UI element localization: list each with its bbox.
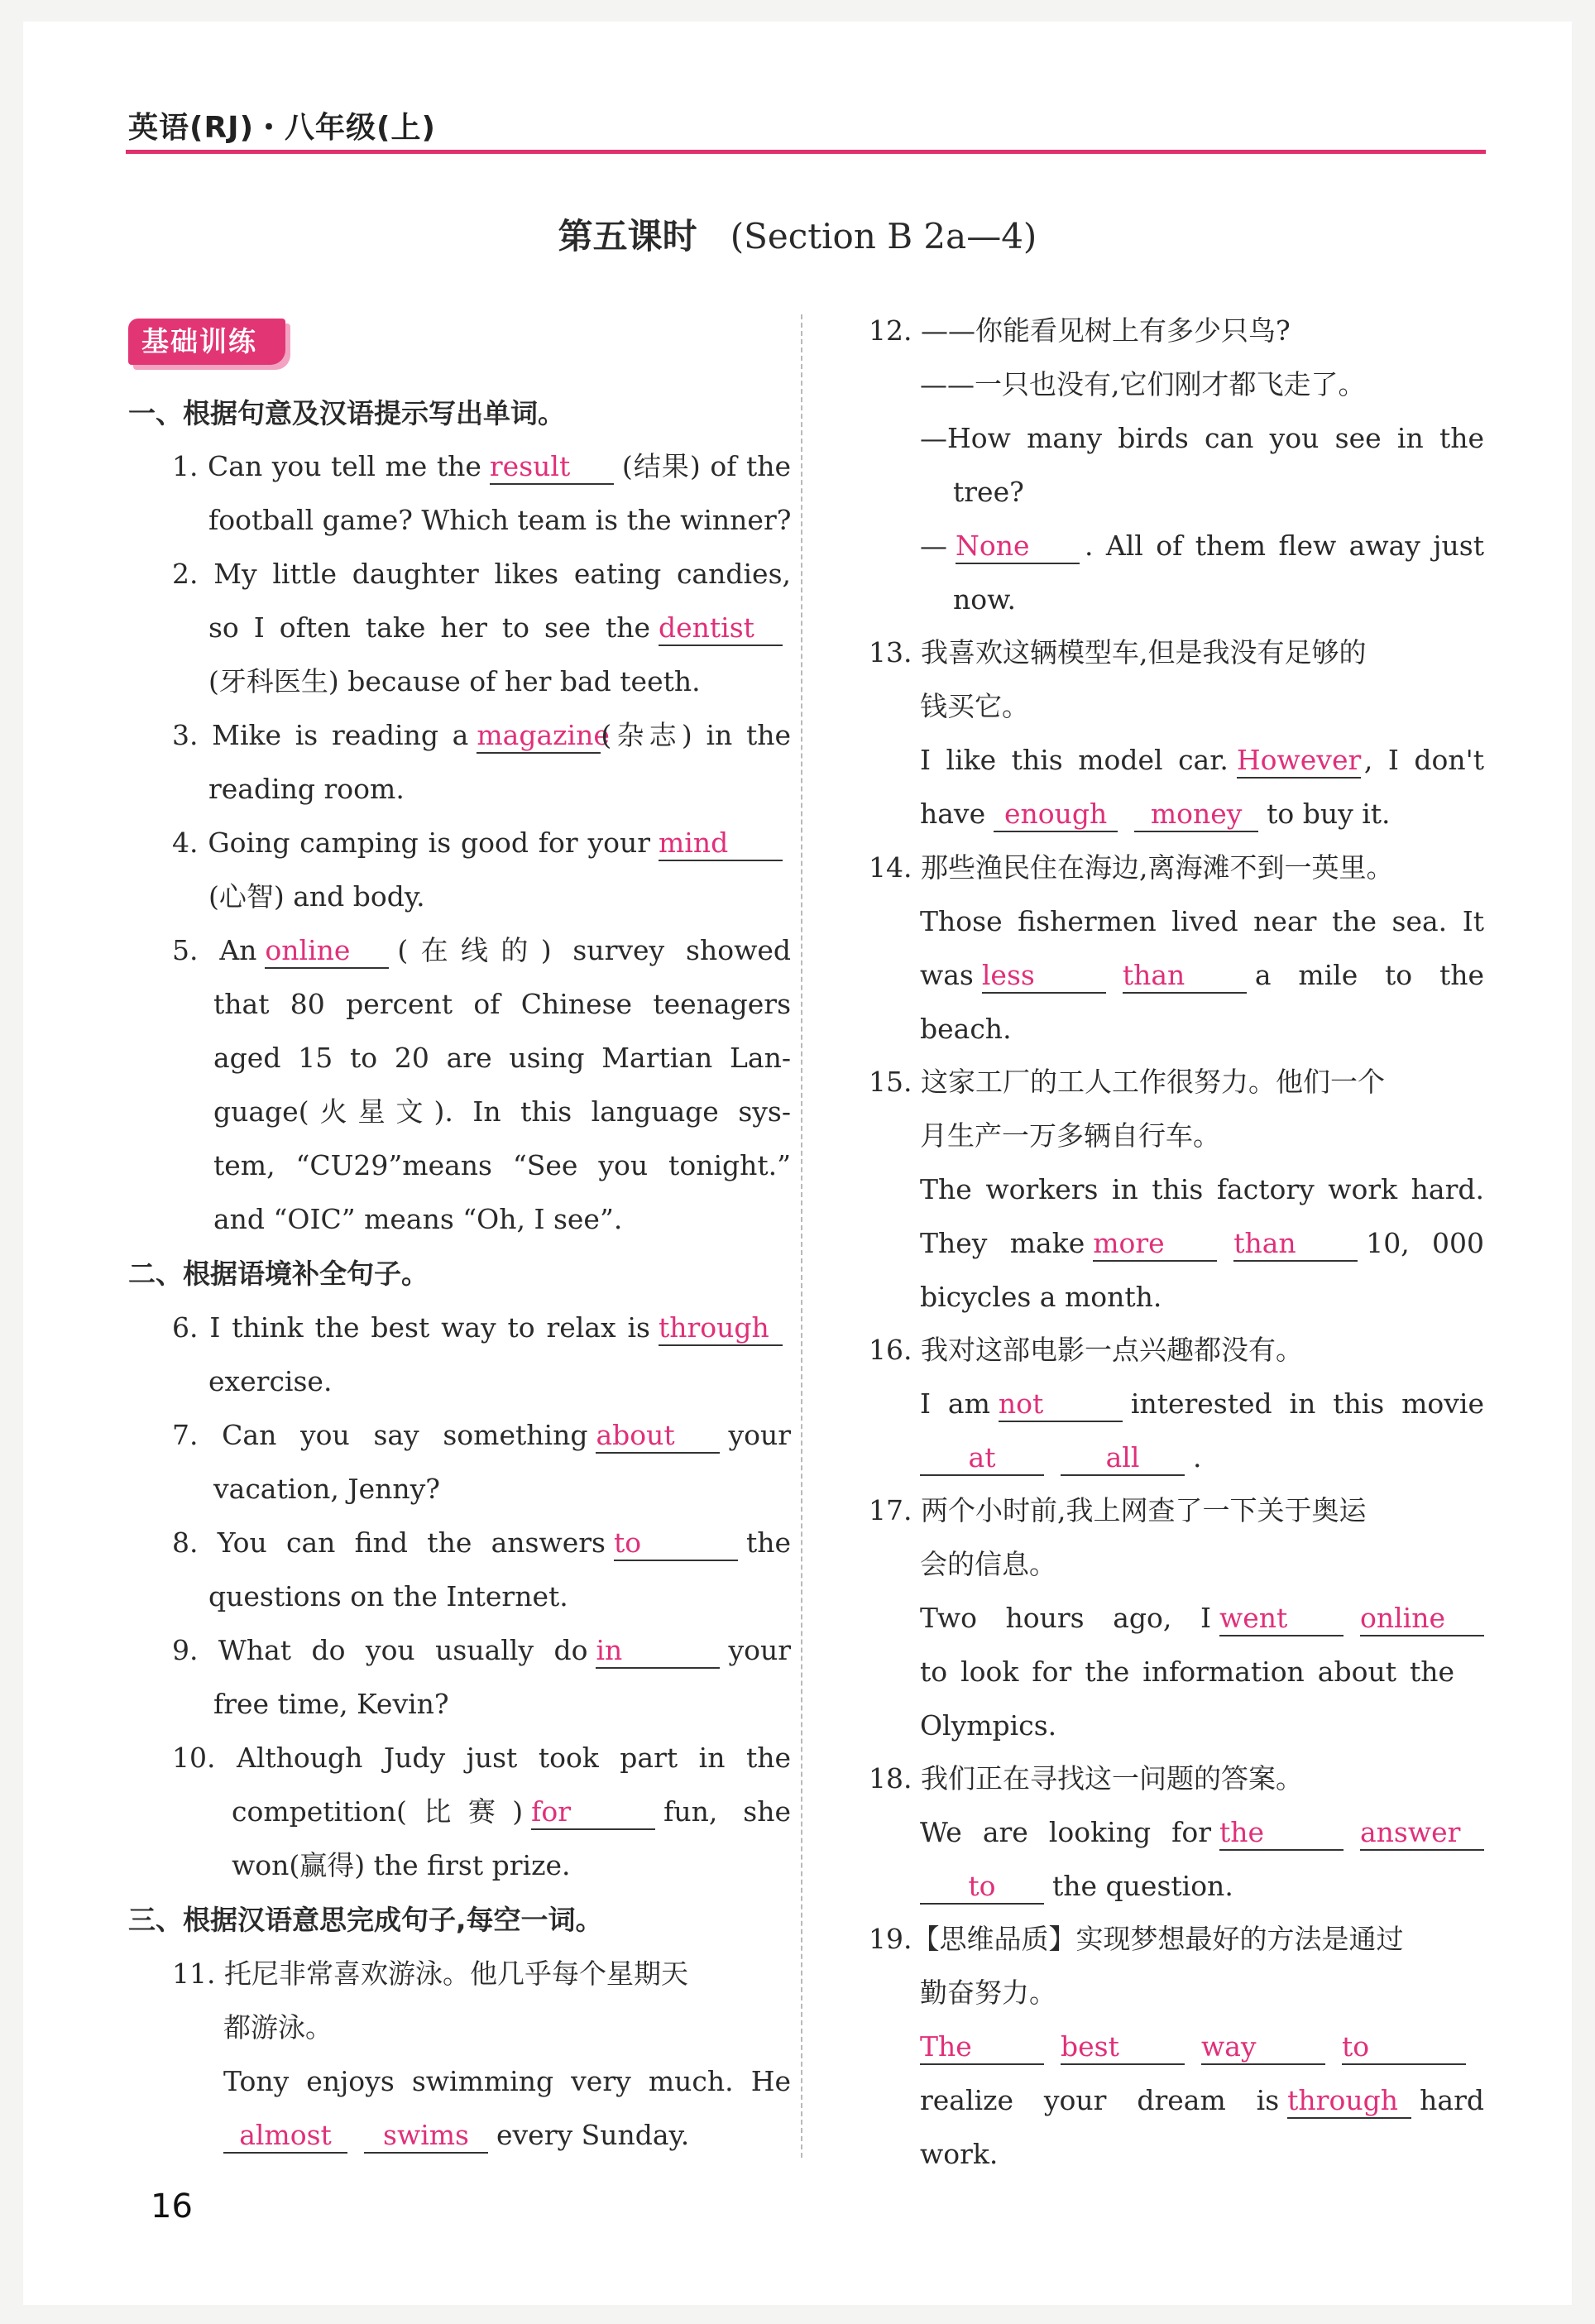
question-12-cont: ——一只也没有,它们刚才都飞走了。 [920,368,1366,400]
answer-blank[interactable]: about [596,1419,720,1454]
answer-blank[interactable]: None [956,529,1080,564]
answer-blank[interactable]: through [1287,2084,1411,2119]
question-10-cont2: won(赢得) the first prize. [232,1849,571,1881]
answer-blank[interactable]: dentist [659,611,783,646]
answer-blank[interactable]: not [999,1387,1123,1422]
question-15-en-cont2: bicycles a month. [920,1281,1162,1313]
question-18-en-cont: to the question. [920,1867,1233,1905]
header-rule [126,150,1486,154]
question-17-en-cont: to look for the information about the [920,1656,1454,1688]
question-5-cont4: tem, “CU29”means “See you tonight.” [213,1149,791,1181]
lesson-title-cn: 第五课时 [558,216,697,256]
question-8: 8. You can find the answers to the [172,1524,791,1562]
answer-blank[interactable]: online [1360,1602,1484,1636]
question-16-en: I am not interested in this movie [920,1385,1484,1423]
book-header: 英语(RJ)・八年级(上) [128,111,436,145]
question-11-en: Tony enjoys swimming very much. He [223,2065,791,2097]
question-12: 12. ——你能看见树上有多少只鸟? [869,314,1291,347]
answer-blank[interactable]: best [1061,2030,1185,2065]
question-3: 3. Mike is reading a magazine(杂志) in the [172,716,791,755]
question-19-en-cont: realize your dream is through hard [920,2082,1484,2120]
question-17-en-cont2: Olympics. [920,1709,1057,1742]
question-18: 18. 我们正在寻找这一问题的答案。 [869,1762,1303,1795]
lesson-title-en: (Section B 2a—4) [730,216,1037,256]
question-4-cont: (心智) and body. [208,880,425,913]
question-14-en-cont: was less than a mile to the [920,956,1484,994]
answer-blank[interactable]: through [659,1311,783,1346]
question-12-answer-line: — None . All of them flew away just [920,527,1484,565]
answer-blank[interactable]: in [596,1634,720,1669]
question-19: 19.【思维品质】实现梦想最好的方法是通过 [869,1923,1404,1955]
question-9: 9. What do you usually do in your [172,1632,791,1670]
answer-blank[interactable]: result [490,450,614,485]
answer-blank[interactable]: almost [223,2119,347,2154]
question-2-cont2: (牙科医生) because of her bad teeth. [208,665,701,697]
question-14: 14. 那些渔民住在海边,离海滩不到一英里。 [869,851,1394,884]
question-11-cont: 都游泳。 [223,2011,333,2044]
question-19-en-cont2: work. [920,2138,999,2170]
answer-blank[interactable]: magazine [477,719,601,754]
question-5-cont3: guage(火星文). In this language sys- [213,1095,791,1128]
question-12-en-cont: tree? [953,476,1024,508]
question-6-cont: exercise. [208,1365,333,1397]
answer-blank[interactable]: online [265,934,389,969]
question-11: 11. 托尼非常喜欢游泳。他几乎每个星期天 [172,1957,688,1990]
answer-blank[interactable]: than [1123,959,1247,994]
question-15: 15. 这家工厂的工人工作很努力。他们一个 [869,1066,1385,1098]
question-19-cont: 勤奋努力。 [920,1977,1056,2009]
question-15-cont: 月生产一万多辆自行车。 [920,1119,1220,1152]
answer-blank[interactable]: went [1219,1602,1344,1636]
answer-blank[interactable]: than [1233,1227,1358,1262]
answer-blank[interactable]: to [614,1526,738,1561]
question-4: 4. Going camping is good for your mind [172,824,791,862]
question-5-cont2: aged 15 to 20 are using Martian Lan- [213,1042,791,1074]
answer-blank[interactable]: The [920,2030,1044,2065]
question-5: 5. An online (在线的) survey showed [172,932,791,970]
answer-blank[interactable]: enough [994,798,1118,832]
question-5-cont: that 80 percent of Chinese teenagers [213,988,791,1020]
answer-blank[interactable]: all [1061,1441,1185,1476]
answer-blank[interactable]: to [920,1870,1044,1905]
question-5-cont5: and “OIC” means “Oh, I see”. [213,1203,623,1235]
question-12-en-cont2: now. [953,583,1016,616]
answer-blank[interactable]: more [1093,1227,1217,1262]
question-13-cont: 钱买它。 [920,690,1029,722]
question-17: 17. 两个小时前,我上网查了一下关于奥运 [869,1494,1367,1526]
answer-blank[interactable]: the [1219,1816,1344,1851]
question-14-en-cont2: beach. [920,1013,1012,1045]
question-7-cont: vacation, Jenny? [213,1473,440,1505]
question-1-cont: football game? Which team is the winner? [208,504,792,536]
question-14-en: Those fishermen lived near the sea. It [920,905,1484,937]
question-15-en-cont: They make more than 10, 000 [920,1224,1484,1263]
question-8-cont: questions on the Internet. [208,1580,568,1612]
question-10-cont: competition(比赛) for fun, she [232,1793,791,1831]
section-heading-1: 一、根据句意及汉语提示写出单词。 [128,397,565,429]
column-divider [801,314,802,2158]
answer-blank[interactable]: swims [364,2119,488,2154]
answer-blank[interactable]: for [531,1795,655,1830]
answer-blank[interactable]: However [1237,744,1361,779]
question-11-en-cont: almost swims every Sunday. [223,2116,689,2154]
question-13: 13. 我喜欢这辆模型车,但是我没有足够的 [869,636,1367,668]
question-1: 1. Can you tell me the result (结果) of the [172,448,791,486]
section-badge: 基础训练 [128,319,285,365]
lesson-title [0,209,1595,259]
answer-blank[interactable]: way [1201,2030,1325,2065]
question-13-en: I like this model car. However , I don't [920,741,1484,779]
answer-blank[interactable]: money [1134,798,1258,832]
question-17-cont: 会的信息。 [920,1548,1056,1580]
question-17-en: Two hours ago, I went online [920,1599,1484,1637]
question-16-en-cont: at all . [920,1439,1202,1477]
question-2-cont: so I often take her to see the dentist [208,609,791,647]
question-15-en: The workers in this factory work hard. [920,1173,1484,1205]
question-16: 16. 我对这部电影一点兴趣都没有。 [869,1334,1303,1366]
question-3-cont: reading room. [208,773,405,805]
question-7: 7. Can you say something about your [172,1416,791,1454]
section-heading-3: 三、根据汉语意思完成句子,每空一词。 [128,1904,603,1936]
answer-blank[interactable]: to [1342,2030,1466,2065]
question-12-en: —How many birds can you see in the [920,422,1484,454]
question-6: 6. I think the best way to relax is through [172,1309,791,1347]
answer-blank[interactable]: answer [1360,1816,1484,1851]
question-13-en-cont: have enough money to buy it. [920,795,1391,833]
answer-blank[interactable]: less [982,959,1106,994]
question-9-cont: free time, Kevin? [213,1688,449,1720]
answer-blank[interactable]: at [920,1441,1044,1476]
question-19-en [920,2028,1484,2066]
page-number: 16 [151,2187,193,2226]
question-10: 10. Although Judy just took part in the [172,1742,791,1774]
answer-blank[interactable]: mind [659,827,783,861]
question-2: 2. My little daughter likes eating candies, [172,558,791,590]
question-18-en: We are looking for the answer [920,1814,1484,1852]
section-heading-2: 二、根据语境补全句子。 [128,1258,429,1290]
